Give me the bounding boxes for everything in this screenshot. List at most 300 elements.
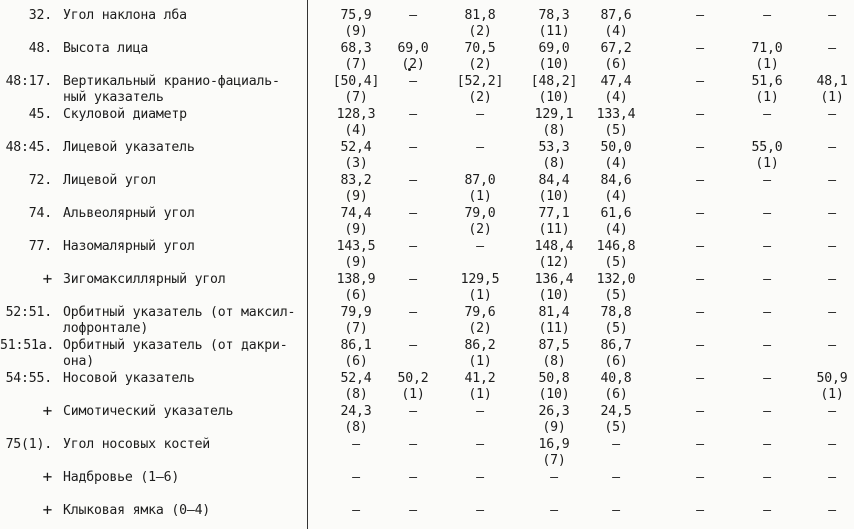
empty-cell-dash <box>523 503 585 519</box>
cell-count: (2) <box>468 221 492 237</box>
cell-value: 55,0 <box>751 140 783 155</box>
cell-value: — <box>696 173 704 188</box>
cell-value: — <box>828 206 836 221</box>
cell-value: 40,8 <box>600 371 632 386</box>
empty-cell-dash <box>736 107 798 123</box>
cell-count: (4) <box>604 221 628 237</box>
cell-count: (1) <box>755 155 779 171</box>
cell-value: — <box>763 338 771 353</box>
cell-count: (1) <box>820 89 844 105</box>
row-label-line: Орбитный указатель (от максил- <box>63 305 296 320</box>
row-number: 32. <box>28 8 52 23</box>
cell-count: (11) <box>538 221 570 237</box>
cell-value: 69,0 <box>397 41 429 56</box>
cell-value: — <box>476 503 484 518</box>
cell-count: (5) <box>604 320 628 336</box>
cell-value: — <box>352 503 360 518</box>
cell-value: 47,4 <box>600 74 632 89</box>
row-number: + <box>42 500 52 519</box>
cell-value: 86,1 <box>340 338 372 353</box>
empty-cell-dash <box>801 8 854 24</box>
cell-value: 83,2 <box>340 173 372 188</box>
cell-value: — <box>763 239 771 254</box>
row-number: 51:51а. <box>0 338 55 353</box>
cell-count: (10) <box>538 188 570 204</box>
table-row <box>0 330 854 369</box>
cell-value: 87,0 <box>464 173 496 188</box>
cell-value: 52,4 <box>340 140 372 155</box>
empty-cell-dash <box>449 239 511 255</box>
empty-cell-dash <box>801 41 854 57</box>
cell-count: (1) <box>755 89 779 105</box>
empty-cell-dash <box>736 206 798 222</box>
cell-value: — <box>612 437 620 452</box>
row-number: 52:51. <box>5 305 52 320</box>
row-number: 77. <box>28 239 52 254</box>
empty-cell-dash <box>736 272 798 288</box>
table-row <box>0 99 854 138</box>
empty-cell-dash <box>801 107 854 123</box>
cell-value: 70,5 <box>464 41 496 56</box>
row-label <box>63 503 305 519</box>
cell-value: 79,6 <box>464 305 496 320</box>
cell-value: 61,6 <box>600 206 632 221</box>
cell-value: 81,8 <box>464 8 496 23</box>
cell-value: — <box>409 503 417 518</box>
cell-count: (1) <box>820 386 844 402</box>
empty-cell-dash <box>801 305 854 321</box>
cell-value: 71,0 <box>751 41 783 56</box>
empty-cell-dash <box>449 140 511 156</box>
empty-cell-dash <box>325 470 387 486</box>
row-label-line: Орбитный указатель (от дакри- <box>63 338 288 353</box>
empty-cell-dash <box>669 338 731 354</box>
cell-value: 146,8 <box>596 239 636 254</box>
cell-value: — <box>409 437 417 452</box>
empty-cell-dash <box>736 338 798 354</box>
cell-value: 129,5 <box>460 272 500 287</box>
cell-value: — <box>476 470 484 485</box>
row-label <box>63 437 305 453</box>
row-number: + <box>42 269 52 288</box>
cell-value: 41,2 <box>464 371 496 386</box>
cell-count: (9) <box>344 254 368 270</box>
cell-value: — <box>550 503 558 518</box>
cell-value: — <box>476 404 484 419</box>
row-label <box>63 371 305 387</box>
cell-value: — <box>696 8 704 23</box>
row-number: 75(1). <box>5 437 52 452</box>
cell-value: — <box>696 140 704 155</box>
cell-value: — <box>612 503 620 518</box>
cell-value: — <box>763 305 771 320</box>
table-row <box>0 495 854 529</box>
cell-count: (11) <box>538 23 570 39</box>
cell-value: — <box>476 140 484 155</box>
cell-count: (4) <box>604 23 628 39</box>
cell-value: 50,2 <box>397 371 429 386</box>
table-row <box>0 396 854 435</box>
cell-value: — <box>409 470 417 485</box>
cell-count: (6) <box>604 386 628 402</box>
empty-cell-dash <box>801 140 854 156</box>
cell-value: — <box>696 503 704 518</box>
cell-value: 69,0 <box>538 41 570 56</box>
table-row <box>0 231 854 270</box>
cell-count: (7) <box>542 452 566 468</box>
cell-value: 24,5 <box>600 404 632 419</box>
cell-value: 48,1 <box>816 74 848 89</box>
cell-value: [52,2] <box>456 74 504 89</box>
table-row <box>0 132 854 171</box>
cell-value: — <box>612 470 620 485</box>
row-number: 48. <box>28 41 52 56</box>
empty-cell-dash <box>736 305 798 321</box>
row-label-line: Угол наклона лба <box>63 8 187 23</box>
empty-cell-dash <box>736 470 798 486</box>
empty-cell-dash <box>736 8 798 24</box>
empty-cell-dash <box>449 470 511 486</box>
empty-cell-dash <box>801 503 854 519</box>
empty-cell-dash <box>382 8 444 24</box>
cell-value: 86,7 <box>600 338 632 353</box>
row-number: 74. <box>28 206 52 221</box>
cell-value: — <box>696 470 704 485</box>
cell-value: — <box>763 173 771 188</box>
cell-count: (6) <box>344 353 368 369</box>
cell-count: (1) <box>755 56 779 72</box>
cell-count: (2) <box>468 89 492 105</box>
cell-count: (6) <box>604 56 628 72</box>
cell-value: — <box>409 8 417 23</box>
empty-cell-dash <box>669 437 731 453</box>
cell-value: [50,4] <box>332 74 380 89</box>
empty-cell-dash <box>801 173 854 189</box>
cell-value: 74,4 <box>340 206 372 221</box>
cell-count: (11) <box>538 320 570 336</box>
cell-value: — <box>696 305 704 320</box>
cell-value: — <box>828 305 836 320</box>
empty-cell-dash <box>669 173 731 189</box>
empty-cell-dash <box>449 503 511 519</box>
row-label-line: Лицевой указатель <box>63 140 195 155</box>
empty-cell-dash <box>736 371 798 387</box>
cell-count: (8) <box>542 155 566 171</box>
empty-cell-dash <box>325 503 387 519</box>
empty-cell-dash <box>585 437 647 453</box>
row-label <box>63 404 305 420</box>
cell-value: — <box>828 503 836 518</box>
row-label-line: ный указатель <box>63 89 164 105</box>
cell-count: (2) <box>468 320 492 336</box>
cell-value: 16,9 <box>538 437 570 452</box>
row-label <box>63 41 305 57</box>
row-label <box>63 239 305 255</box>
cell-count: (7) <box>344 320 368 336</box>
empty-cell-dash <box>736 404 798 420</box>
empty-cell-dash <box>669 503 731 519</box>
cell-count: (8) <box>542 122 566 138</box>
cell-value: 133,4 <box>596 107 636 122</box>
cell-value: 128,3 <box>336 107 376 122</box>
cell-count: (5) <box>604 122 628 138</box>
row-label <box>63 272 305 288</box>
cell-value: 53,3 <box>538 140 570 155</box>
empty-cell-dash <box>382 107 444 123</box>
row-number: 54:55. <box>5 371 52 386</box>
row-label <box>63 107 305 123</box>
row-number: 48:45. <box>5 140 52 155</box>
cell-value: 67,2 <box>600 41 632 56</box>
row-number: + <box>42 467 52 486</box>
cell-count: (4) <box>344 122 368 138</box>
empty-cell-dash <box>449 437 511 453</box>
cell-count: (1) <box>401 386 425 402</box>
cell-value: — <box>828 437 836 452</box>
cell-value: — <box>763 371 771 386</box>
cell-value: — <box>476 107 484 122</box>
cell-count: (9) <box>542 419 566 435</box>
row-label-line: Клыковая ямка (0—4) <box>63 503 211 518</box>
empty-cell-dash <box>801 470 854 486</box>
table-row <box>0 363 854 402</box>
row-label-line: Назомалярный угол <box>63 239 195 254</box>
cell-value: — <box>763 503 771 518</box>
cell-value: 81,4 <box>538 305 570 320</box>
cell-value: — <box>409 272 417 287</box>
cell-count: (5) <box>604 254 628 270</box>
cell-value: [48,2] <box>530 74 578 89</box>
cell-value: — <box>828 404 836 419</box>
table-row <box>0 264 854 303</box>
cell-count: (7) <box>344 56 368 72</box>
cell-value: — <box>763 437 771 452</box>
cell-value: 79,0 <box>464 206 496 221</box>
empty-cell-dash <box>669 74 731 90</box>
cell-value: — <box>476 239 484 254</box>
cell-value: 84,6 <box>600 173 632 188</box>
cell-value: — <box>409 305 417 320</box>
cell-count: (12) <box>538 254 570 270</box>
cell-value: 79,9 <box>340 305 372 320</box>
cell-count: (10) <box>538 89 570 105</box>
cell-value: — <box>763 470 771 485</box>
cell-value: 87,6 <box>600 8 632 23</box>
empty-cell-dash <box>669 41 731 57</box>
empty-cell-dash <box>736 437 798 453</box>
empty-cell-dash <box>801 206 854 222</box>
row-label <box>63 8 305 24</box>
cell-value: — <box>763 206 771 221</box>
row-label-line: Угол носовых костей <box>63 437 211 452</box>
empty-cell-dash <box>669 371 731 387</box>
empty-cell-dash <box>669 140 731 156</box>
cell-value: — <box>696 74 704 89</box>
cell-value: — <box>409 74 417 89</box>
cell-value: 87,5 <box>538 338 570 353</box>
row-label-line: Высота лица <box>63 41 149 56</box>
empty-cell-dash <box>382 239 444 255</box>
cell-value: 68,3 <box>340 41 372 56</box>
cell-count: (2) <box>401 56 425 72</box>
cell-value: 78,3 <box>538 8 570 23</box>
empty-cell-dash <box>449 404 511 420</box>
row-label-line: Симотический указатель <box>63 404 234 419</box>
empty-cell-dash <box>669 239 731 255</box>
cell-value: 50,0 <box>600 140 632 155</box>
table-row <box>0 198 854 237</box>
cell-value: 77,1 <box>538 206 570 221</box>
row-number: 45. <box>28 107 52 122</box>
empty-cell-dash <box>669 470 731 486</box>
row-label <box>63 173 305 189</box>
empty-cell-dash <box>669 8 731 24</box>
cell-count: (4) <box>604 155 628 171</box>
cell-value: 78,8 <box>600 305 632 320</box>
row-label <box>63 140 305 156</box>
cell-value: — <box>696 338 704 353</box>
cell-value: — <box>550 470 558 485</box>
empty-cell-dash <box>382 470 444 486</box>
cell-value: 24,3 <box>340 404 372 419</box>
cell-value: 51,6 <box>751 74 783 89</box>
empty-cell-dash <box>382 74 444 90</box>
cell-value: — <box>828 8 836 23</box>
cell-count: (8) <box>344 386 368 402</box>
cell-value: 75,9 <box>340 8 372 23</box>
table-row <box>0 66 854 105</box>
row-label-line: она) <box>63 353 94 369</box>
cell-value: — <box>763 107 771 122</box>
empty-cell-dash <box>382 206 444 222</box>
empty-cell-dash <box>382 173 444 189</box>
cell-value: — <box>352 437 360 452</box>
empty-cell-dash <box>801 437 854 453</box>
cell-value: — <box>763 272 771 287</box>
empty-cell-dash <box>801 239 854 255</box>
cell-value: 136,4 <box>534 272 574 287</box>
cell-value: — <box>828 41 836 56</box>
cell-value: — <box>828 338 836 353</box>
cell-count: (5) <box>604 287 628 303</box>
cell-count: (7) <box>344 89 368 105</box>
cell-value: 148,4 <box>534 239 574 254</box>
cell-count: (1) <box>468 353 492 369</box>
cell-value: — <box>696 239 704 254</box>
row-label-line: лофронтале) <box>63 320 149 336</box>
table-row <box>0 165 854 204</box>
empty-cell-dash <box>801 404 854 420</box>
empty-cell-dash <box>585 503 647 519</box>
table-row <box>0 33 854 72</box>
cell-value: 138,9 <box>336 272 376 287</box>
table-row <box>0 297 854 336</box>
cell-count: (3) <box>344 155 368 171</box>
cell-value: — <box>696 371 704 386</box>
cell-value: — <box>476 437 484 452</box>
empty-cell-dash <box>736 173 798 189</box>
cell-value: — <box>828 470 836 485</box>
cell-value: 50,9 <box>816 371 848 386</box>
cell-value: — <box>828 140 836 155</box>
empty-cell-dash <box>382 140 444 156</box>
cell-value: 143,5 <box>336 239 376 254</box>
empty-cell-dash <box>382 338 444 354</box>
cell-value: — <box>409 338 417 353</box>
table-row <box>0 462 854 496</box>
cell-value: 129,1 <box>534 107 574 122</box>
cell-count: (5) <box>604 419 628 435</box>
cell-count: (4) <box>604 89 628 105</box>
cell-value: — <box>409 173 417 188</box>
cell-value: 50,8 <box>538 371 570 386</box>
cell-value: — <box>409 140 417 155</box>
cell-count: (4) <box>604 188 628 204</box>
cell-value: — <box>409 107 417 122</box>
cell-count: (9) <box>344 221 368 237</box>
cell-value: 86,2 <box>464 338 496 353</box>
cell-value: — <box>763 8 771 23</box>
cell-value: 26,3 <box>538 404 570 419</box>
empty-cell-dash <box>669 305 731 321</box>
empty-cell-dash <box>801 338 854 354</box>
row-number: + <box>42 401 52 420</box>
cell-value: — <box>696 107 704 122</box>
cell-value: — <box>828 239 836 254</box>
row-label-line: Лицевой угол <box>63 173 156 188</box>
empty-cell-dash <box>382 404 444 420</box>
cell-value: — <box>828 107 836 122</box>
empty-cell-dash <box>523 470 585 486</box>
empty-cell-dash <box>449 107 511 123</box>
empty-cell-dash <box>325 437 387 453</box>
table-row <box>0 429 854 468</box>
cell-count: (2) <box>468 56 492 72</box>
cell-value: — <box>763 404 771 419</box>
cell-value: — <box>696 206 704 221</box>
row-label-line: Надбровье (1—6) <box>63 470 180 485</box>
cell-count: (8) <box>344 419 368 435</box>
cell-value: — <box>696 41 704 56</box>
cell-count: (10) <box>538 386 570 402</box>
cell-count: (1) <box>468 386 492 402</box>
cell-value: 52,4 <box>340 371 372 386</box>
empty-cell-dash <box>382 437 444 453</box>
cell-value: — <box>352 470 360 485</box>
row-number: 72. <box>28 173 52 188</box>
empty-cell-dash <box>669 272 731 288</box>
empty-cell-dash <box>669 206 731 222</box>
cell-value: — <box>696 437 704 452</box>
empty-cell-dash <box>801 272 854 288</box>
empty-cell-dash <box>585 470 647 486</box>
row-label-line: Альвеолярный угол <box>63 206 195 221</box>
cell-count: (10) <box>538 287 570 303</box>
empty-cell-dash <box>669 107 731 123</box>
cell-value: — <box>828 272 836 287</box>
cell-count: (9) <box>344 188 368 204</box>
empty-cell-dash <box>736 503 798 519</box>
row-label-line: Вертикальный кранио-фациаль- <box>63 74 280 89</box>
empty-cell-dash <box>382 272 444 288</box>
row-label-line: Носовой указатель <box>63 371 195 386</box>
empty-cell-dash <box>382 305 444 321</box>
cell-value: 84,4 <box>538 173 570 188</box>
empty-cell-dash <box>669 404 731 420</box>
row-number: 48:17. <box>5 74 52 89</box>
cell-count: (1) <box>468 188 492 204</box>
row-label <box>63 206 305 222</box>
